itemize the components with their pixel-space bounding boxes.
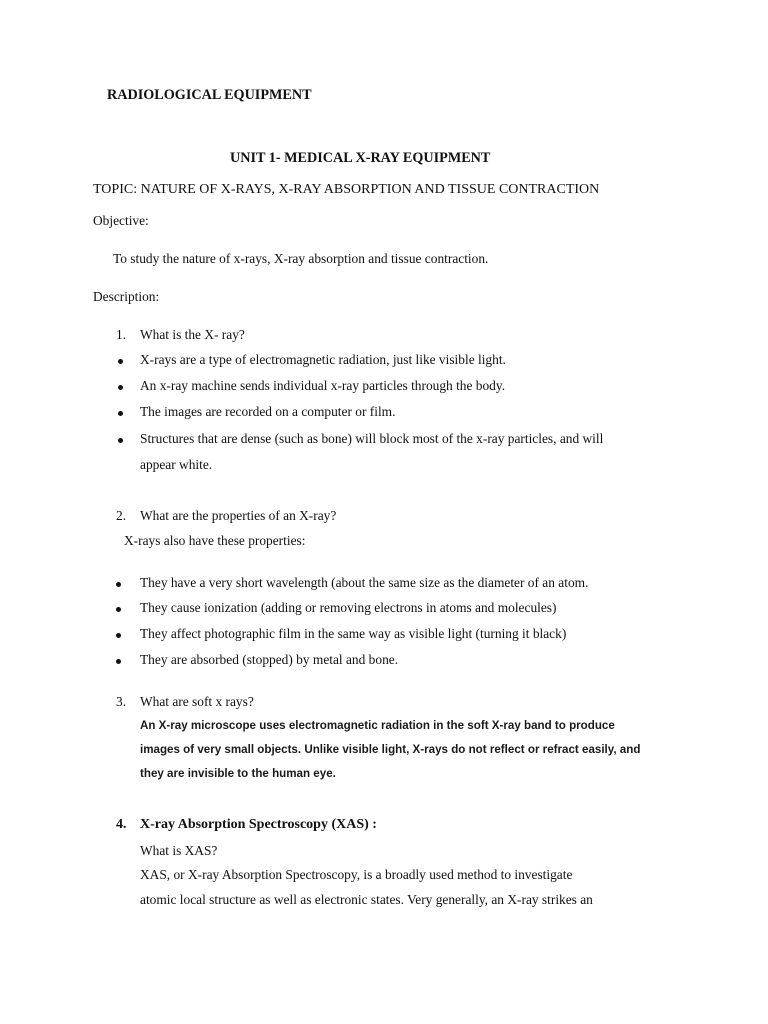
- objective-heading: Objective:: [93, 213, 149, 228]
- list-number: 3.: [116, 694, 127, 709]
- list-item: They have a very short wavelength (about the same size as the diameter of an atom.: [140, 575, 589, 590]
- list-item: They are absorbed (stopped) by metal and bone.: [140, 652, 399, 667]
- list-number: 2.: [116, 508, 127, 523]
- bullet-icon: [118, 411, 123, 416]
- unit-title: UNIT 1- MEDICAL X-RAY EQUIPMENT: [230, 150, 491, 166]
- section-3-answer-line: images of very small objects. Unlike visible light, X-rays do not reflect or refract easily, and: [140, 743, 641, 756]
- list-item: X-rays are a type of electromagnetic radiation, just like visible light.: [140, 352, 506, 367]
- document-title: RADIOLOGICAL EQUIPMENT: [107, 87, 312, 103]
- section-4-heading: X-ray Absorption Spectroscopy (XAS) :: [140, 817, 377, 832]
- list-number: 1.: [116, 327, 127, 342]
- section-3-answer-line: An X-ray microscope uses electromagnetic radiation in the soft X-ray band to produce: [140, 719, 615, 732]
- description-heading: Description:: [93, 289, 160, 304]
- list-item: An x-ray machine sends individual x-ray particles through the body.: [140, 378, 506, 393]
- bullet-icon: [116, 659, 121, 664]
- section-4-answer-line: atomic local structure as well as electronic states. Very generally, an X-ray strikes an: [140, 892, 593, 907]
- list-item: They affect photographic film in the same way as visible light (turning it black): [140, 626, 567, 641]
- bullet-icon: [118, 385, 123, 390]
- bullet-icon: [116, 633, 121, 638]
- list-item: They cause ionization (adding or removing electrons in atoms and molecules): [140, 600, 557, 615]
- objective-text: To study the nature of x-rays, X-ray absorption and tissue contraction.: [113, 251, 489, 266]
- section-2-intro: X-rays also have these properties:: [124, 533, 306, 548]
- bullet-icon: [118, 359, 123, 364]
- list-number: 4.: [116, 817, 127, 832]
- list-item: The images are recorded on a computer or film.: [140, 404, 396, 419]
- list-item: Structures that are dense (such as bone) will block most of the x-ray particles, and will: [140, 431, 604, 446]
- bullet-icon: [116, 582, 121, 587]
- bullet-icon: [118, 438, 123, 443]
- section-4-question: What is XAS?: [140, 843, 218, 858]
- section-3-answer-line: they are invisible to the human eye.: [140, 767, 336, 780]
- list-item-continuation: appear white.: [140, 457, 213, 472]
- section-1-question: What is the X- ray?: [140, 327, 245, 342]
- topic-line: TOPIC: NATURE OF X-RAYS, X-RAY ABSORPTION AND TISSUE CONTRACTION: [93, 182, 600, 197]
- section-3-question: What are soft x rays?: [140, 694, 254, 709]
- section-2-question: What are the properties of an X-ray?: [140, 508, 337, 523]
- bullet-icon: [116, 607, 121, 612]
- section-4-answer-line: XAS, or X-ray Absorption Spectroscopy, is a broadly used method to investigate: [140, 867, 573, 882]
